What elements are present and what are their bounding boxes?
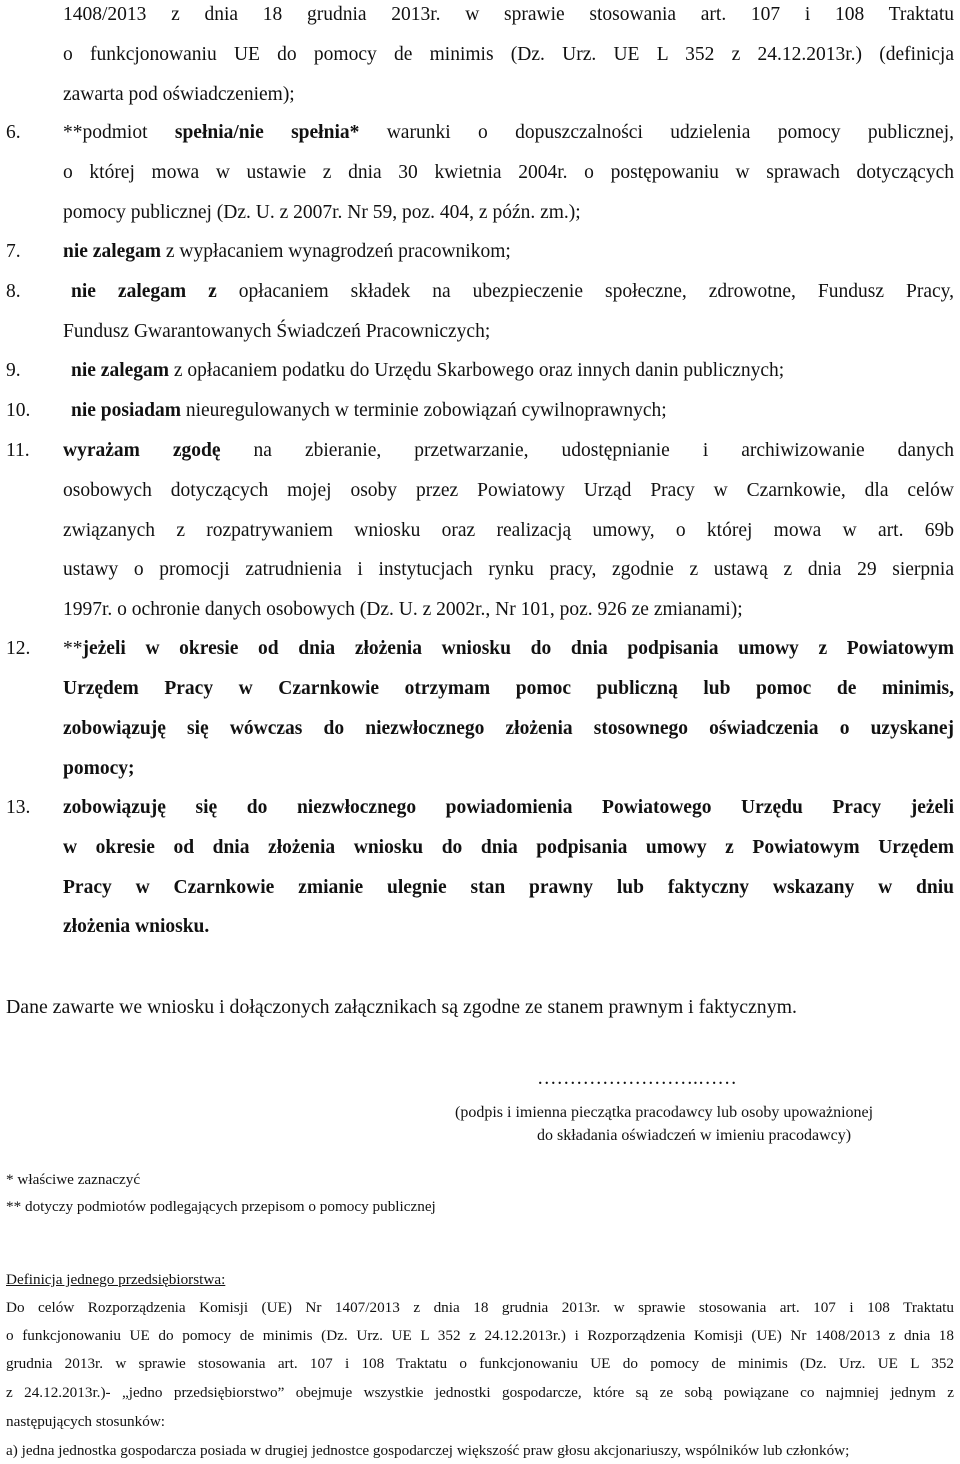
item-13-bold-3: Pracy w Czarnkowie zmianie ulegnie stan prawny lub faktyczny wskazany w dniu	[63, 877, 954, 898]
item-12-bold-4: pomocy;	[63, 758, 135, 779]
definition-title: Definicja jednego przedsiębiorstwa:	[6, 1271, 226, 1288]
signature-caption-2: do składania oświadczeń w imieniu pracodawcy)	[537, 1127, 852, 1144]
item-12-line-1	[63, 637, 954, 661]
item-12-line-4	[63, 757, 135, 781]
item-13-bold-4: złożenia wniosku.	[63, 916, 210, 937]
definition-line-5: następujących stosunków:	[6, 1413, 166, 1430]
item-9-number: 9.	[6, 360, 21, 381]
item-13-line-3	[63, 876, 954, 900]
item-7-bold: nie zalegam	[63, 241, 162, 262]
item-8-rest: opłacaniem składek na ubezpieczenie społeczne, zdrowotne, Fundusz Pracy,	[216, 281, 954, 302]
item-12-line-2	[63, 677, 954, 701]
declaration-text: Dane zawarte we wniosku i dołączonych załącznikach są zgodne ze stanem prawnym i faktycznym.	[6, 996, 797, 1018]
item-12-line-3	[63, 717, 954, 741]
item-12-prefix: **	[63, 638, 83, 659]
footnote-2: ** dotyczy podmiotów podlegających przepisom o pomocy publicznej	[6, 1198, 436, 1215]
intro-line-2: o funkcjonowaniu UE do pomocy de minimis (Dz. Urz. UE L 352 z 24.12.2013r.) (definicja	[63, 44, 954, 65]
item-10-line-1	[71, 399, 667, 423]
item-11-line-2: osobowych dotyczących mojej osoby przez Powiatowy Urząd Pracy w Czarnkowie, dla celów	[63, 480, 954, 501]
item-6-line-1	[63, 121, 954, 145]
item-8-line-2: Fundusz Gwarantowanych Świadczeń Pracowniczych;	[63, 321, 491, 342]
item-8-number: 8.	[6, 281, 21, 302]
item-9-line-1	[71, 359, 784, 383]
intro-line-3: zawarta pod oświadczeniem);	[63, 84, 295, 105]
item-6-bold: spełnia/nie spełnia*	[174, 122, 360, 143]
item-6-line-2: o której mowa w ustawie z dnia 30 kwietnia 2004r. o postępowaniu w sprawach dotyczących	[63, 162, 954, 183]
item-8-line-1	[71, 280, 954, 304]
item-8-bold: nie zalegam z	[71, 281, 217, 302]
signature-caption-1: (podpis i imienna pieczątka pracodawcy lub osoby upoważnionej	[455, 1104, 874, 1121]
footnote-1: * właściwe zaznaczyć	[6, 1171, 141, 1188]
item-9-rest: z opłacaniem podatku do Urzędu Skarbowego oraz innych danin publicznych;	[169, 360, 785, 381]
item-6-rest: warunki o dopuszczalności udzielenia pomocy publicznej,	[359, 122, 954, 143]
item-7-number: 7.	[6, 241, 21, 262]
intro-line-1: 1408/2013 z dnia 18 grudnia 2013r. w sprawie stosowania art. 107 i 108 Traktatu	[63, 4, 954, 25]
item-11-rest: na zbieranie, przetwarzanie, udostępnianie i archiwizowanie danych	[220, 440, 954, 461]
item-10-rest: nieuregulowanych w terminie zobowiązań cywilnoprawnych;	[180, 400, 667, 421]
item-6-number: 6.	[6, 122, 21, 143]
item-12-bold-3: zobowiązuję się wówczas do niezwłocznego złożenia stosownego oświadczenia o uzyskanej	[63, 718, 954, 739]
item-11-line-3: związanych z rozpatrywaniem wniosku oraz realizacją umowy, o której mowa w art. 69b	[63, 520, 954, 541]
item-12-bold-1: jeżeli w okresie od dnia złożenia wniosku do dnia podpisania umowy z Powiatowym	[82, 638, 954, 659]
item-9-bold: nie zalegam	[71, 360, 170, 381]
item-11-line-4: ustawy o promocji zatrudnienia i instytucjach rynku pracy, zgodnie z ustawą z dnia 29 sierpnia	[63, 559, 954, 580]
definition-line-1: Do celów Rozporządzenia Komisji (UE) Nr 1407/2013 z dnia 18 grudnia 2013r. w sprawie stosowania art. 107 i 108 Traktatu	[6, 1299, 954, 1316]
item-13-line-4	[63, 915, 209, 939]
item-13-bold-1: zobowiązuję się do niezwłocznego powiadomienia Powiatowego Urzędu Pracy jeżeli	[63, 797, 954, 818]
definition-line-4: z 24.12.2013r.)- „jedno przedsiębiorstwo” obejmuje wszystkie jednostki gospodarcze, które są ze sobą powiązane co najmniej jednym z	[6, 1384, 954, 1401]
item-12-bold-2: Urzędem Pracy w Czarnkowie otrzymam pomoc publiczną lub pomoc de minimis,	[63, 678, 954, 699]
signature-line: …………………….……	[537, 1068, 737, 1089]
definition-line-6: a) jedna jednostka gospodarcza posiada w drugiej jednostce gospodarczej większość praw głosu akcjonariuszy, wspólników lub członków;	[6, 1442, 850, 1459]
item-7-rest: z wypłacaniem wynagrodzeń pracownikom;	[161, 241, 511, 262]
item-11-line-1	[63, 439, 954, 463]
item-6-prefix: **podmiot	[63, 122, 175, 143]
item-11-bold: wyrażam zgodę	[63, 440, 221, 461]
item-12-number: 12.	[6, 638, 31, 659]
item-11-number: 11.	[6, 440, 30, 461]
item-10-bold: nie posiadam	[71, 400, 181, 421]
item-10-number: 10.	[6, 400, 31, 421]
definition-line-2: o funkcjonowaniu UE do pomocy de minimis (Dz. Urz. UE L 352 z 24.12.2013r.) i Rozporządzenia Komisji (UE) Nr 1408/2013 z dnia 18	[6, 1327, 954, 1344]
item-13-bold-2: w okresie od dnia złożenia wniosku do dnia podpisania umowy z Powiatowym Urzędem	[63, 837, 954, 858]
item-7-line-1	[63, 240, 511, 264]
item-11-line-5: 1997r. o ochronie danych osobowych (Dz. U. z 2002r., Nr 101, poz. 926 ze zmianami);	[63, 599, 743, 620]
item-13-line-2	[63, 836, 954, 860]
item-6-line-3: pomocy publicznej (Dz. U. z 2007r. Nr 59, poz. 404, z późn. zm.);	[63, 202, 581, 223]
item-13-line-1	[63, 796, 954, 820]
item-13-number: 13.	[6, 797, 31, 818]
definition-line-3: grudnia 2013r. w sprawie stosowania art. 107 i 108 Traktatu o funkcjonowaniu UE do pomocy de minimis (Dz. Urz. UE L 352	[6, 1355, 954, 1372]
